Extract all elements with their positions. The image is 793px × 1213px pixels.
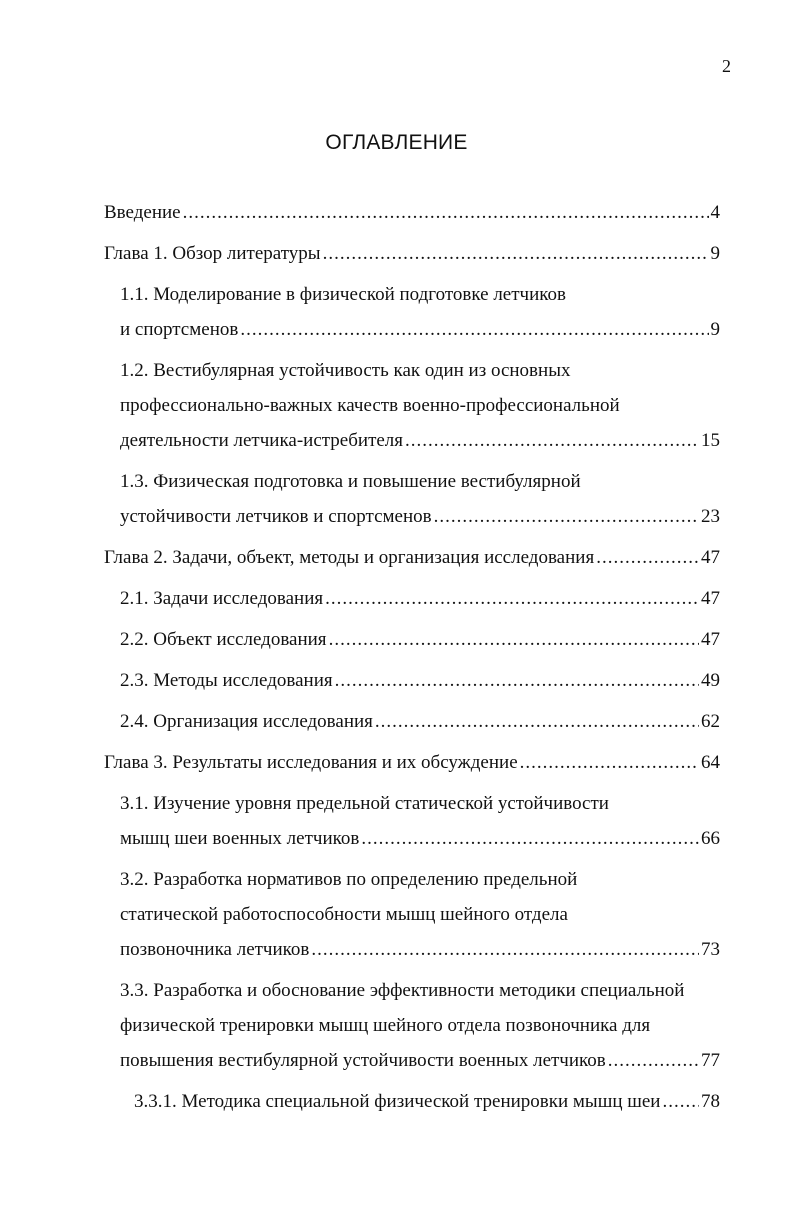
toc-entry-title: и спортсменов: [120, 319, 239, 340]
toc-entry-title-line: статической работоспособности мышц шейного отдела: [120, 904, 568, 925]
toc-entry-title: Глава 1. Обзор литературы: [104, 243, 321, 264]
toc-entry-section-3-3[interactable]: [120, 973, 720, 1078]
toc-entry-title: повышения вестибулярной устойчивости военных летчиков: [120, 1050, 606, 1071]
toc-entry-section-2-2[interactable]: [120, 622, 720, 657]
toc-entry-title: деятельности летчика-истребителя: [120, 430, 404, 451]
toc-entry-title: Введение: [104, 202, 181, 223]
toc-entry-title: Глава 3. Результаты исследования и их обсуждение: [104, 752, 518, 773]
toc-title: ОГЛАВЛЕНИЕ: [325, 131, 468, 154]
toc-entry-page: 62: [701, 711, 720, 732]
toc-entry-page: 64: [701, 752, 720, 773]
toc-entry-page: 15: [701, 430, 720, 451]
toc-entry-title-line: 1.2. Вестибулярная устойчивость как один из основных: [120, 360, 571, 381]
dot-leader: [596, 540, 699, 575]
toc-entry-page: 47: [701, 547, 720, 568]
toc-entry-title: устойчивости летчиков и спортсменов: [120, 506, 432, 527]
toc-entry-title: 2.4. Организация исследования: [120, 711, 373, 732]
toc-entry-section-3-2[interactable]: [120, 862, 720, 967]
toc-entry-title-line: физической тренировки мышц шейного отдела позвоночника для: [120, 1015, 651, 1036]
toc-entry-page: 9: [710, 319, 720, 340]
toc-entry-page: 47: [701, 588, 720, 609]
dot-leader: [325, 581, 699, 616]
toc-entry-title-line: 3.1. Изучение уровня предельной статической устойчивости: [120, 793, 609, 814]
toc-entry-section-2-4[interactable]: [120, 704, 720, 739]
toc-entry-title: мышц шеи военных летчиков: [120, 828, 360, 849]
toc-entry-page: 73: [701, 939, 720, 960]
dot-leader: [361, 821, 699, 856]
toc-entry-section-1-1[interactable]: [120, 277, 720, 347]
toc-entry-page: 23: [701, 506, 720, 527]
dot-leader: [335, 663, 699, 698]
dot-leader: [520, 745, 699, 780]
toc-entry-title-line: 3.3. Разработка и обоснование эффективности методики специальной: [120, 980, 685, 1001]
toc-entry-section-1-3[interactable]: [120, 464, 720, 534]
dot-leader: [329, 622, 699, 657]
dot-leader: [608, 1043, 699, 1078]
toc-entry-title: 2.1. Задачи исследования: [120, 588, 324, 609]
toc-entry-title-line: профессионально-важных качеств военно-профессиональной: [120, 395, 620, 416]
toc-entry-page: 66: [701, 828, 720, 849]
page-number: 2: [722, 56, 731, 76]
toc-entry-title: позвоночника летчиков: [120, 939, 310, 960]
toc-entry-chapter-1[interactable]: [104, 236, 720, 271]
dot-leader: [323, 236, 709, 271]
toc-entry-page: 78: [701, 1091, 720, 1112]
toc-entry-section-2-3[interactable]: [120, 663, 720, 698]
toc-entry-section-3-1[interactable]: [120, 786, 720, 856]
toc-entry-title: 2.3. Методы исследования: [120, 670, 333, 691]
toc-entry-page: 47: [701, 629, 720, 650]
dot-leader: [405, 423, 699, 458]
toc-entry-title-line: 1.3. Физическая подготовка и повышение вестибулярной: [120, 471, 581, 492]
dot-leader: [375, 704, 699, 739]
toc-entry-page: 4: [710, 202, 720, 223]
toc-entry-chapter-2[interactable]: [104, 540, 720, 575]
toc-entry-introduction[interactable]: [104, 195, 720, 230]
toc-entry-title-line: 1.1. Моделирование в физической подготовке летчиков: [120, 284, 566, 305]
toc-entry-title: Глава 2. Задачи, объект, методы и организация исследования: [104, 547, 595, 568]
dot-leader: [311, 932, 699, 967]
dot-leader: [662, 1084, 699, 1119]
toc-entry-section-2-1[interactable]: [120, 581, 720, 616]
table-of-contents: [104, 195, 720, 1119]
toc-entry-page: 77: [701, 1050, 720, 1071]
toc-entry-page: 9: [710, 243, 720, 264]
toc-entry-subsection-3-3-1[interactable]: [134, 1084, 720, 1119]
toc-entry-title: 3.3.1. Методика специальной физической тренировки мышц шеи: [134, 1091, 661, 1112]
dot-leader: [183, 195, 709, 230]
dot-leader: [434, 499, 699, 534]
toc-entry-title-line: 3.2. Разработка нормативов по определению предельной: [120, 869, 578, 890]
toc-entry-section-1-2[interactable]: [120, 353, 720, 458]
toc-entry-chapter-3[interactable]: [104, 745, 720, 780]
dot-leader: [240, 312, 708, 347]
toc-entry-page: 49: [701, 670, 720, 691]
toc-entry-title: 2.2. Объект исследования: [120, 629, 327, 650]
